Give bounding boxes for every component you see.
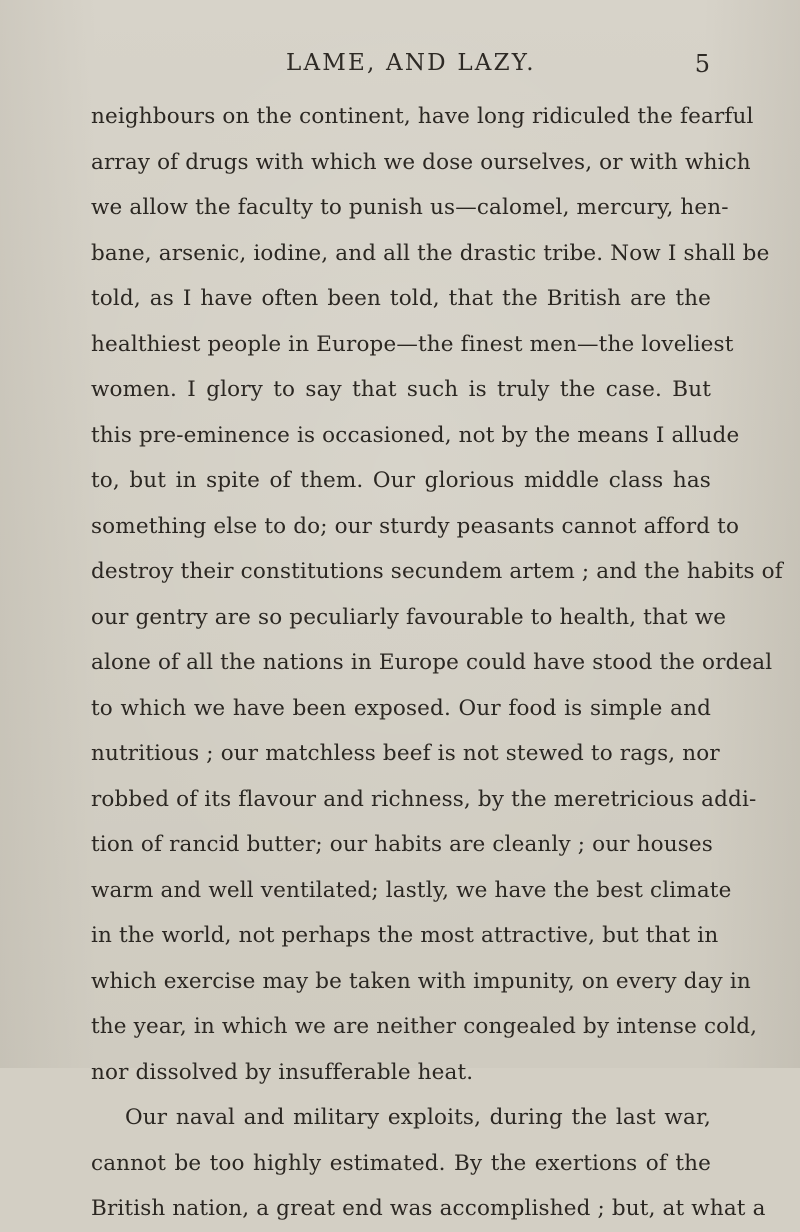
text-line: to which we have been exposed. Our food is simple and — [91, 695, 711, 721]
text-line: bane, arsenic, iodine, and all the drastic tribe. Now I shall be — [91, 240, 770, 266]
text-line: something else to do; our sturdy peasants cannot afford to — [91, 513, 740, 539]
body-text — [91, 94, 783, 1232]
page-number: 5 — [694, 50, 710, 78]
text-line: Our naval and military exploits, during the last war, — [125, 1105, 711, 1130]
text-line: destroy their constitutions secundem artem ; and the habits of — [91, 559, 783, 584]
text-line: array of drugs with which we dose ourselves, or with which — [91, 149, 751, 175]
text-line: the year, in which we are neither congealed by intense cold, — [91, 1014, 758, 1039]
text-line: told, as I have often been told, that the British are the — [91, 286, 711, 311]
running-head — [0, 50, 800, 84]
text-line: British nation, a great end was accomplished ; but, at what a — [91, 1196, 766, 1221]
text-line: to, but in spite of them. Our glorious middle class has — [91, 468, 711, 493]
text-line: robbed of its flavour and richness, by the meretricious addi- — [91, 786, 757, 812]
text-line: our gentry are so peculiarly favourable to health, that we — [91, 604, 727, 630]
text-line: this pre-eminence is occasioned, not by the means I allude — [91, 422, 740, 448]
text-line: warm and well ventilated; lastly, we have the best climate — [91, 877, 732, 903]
text-line: cannot be too highly estimated. By the exertions of the — [91, 1150, 711, 1176]
text-line: neighbours on the continent, have long ridiculed the fearful — [91, 104, 754, 129]
text-line: in the world, not perhaps the most attractive, but that in — [91, 923, 719, 948]
text-line: alone of all the nations in Europe could have stood the ordeal — [91, 650, 773, 675]
running-title: LAME, AND LAZY. — [286, 50, 536, 76]
text-line: we allow the faculty to punish us—calomel, mercury, hen- — [91, 195, 729, 220]
text-line: which exercise may be taken with impunity, on every day in — [91, 968, 751, 994]
text-line: women. I glory to say that such is truly the case. But — [91, 377, 711, 402]
text-line: tion of rancid butter; our habits are cleanly ; our houses — [91, 832, 713, 857]
text-line: nor dissolved by insufferable heat. — [91, 1059, 474, 1085]
text-line: healthiest people in Europe—the finest men—the loveliest — [91, 331, 734, 357]
text-line: nutritious ; our matchless beef is not stewed to rags, nor — [91, 741, 720, 766]
